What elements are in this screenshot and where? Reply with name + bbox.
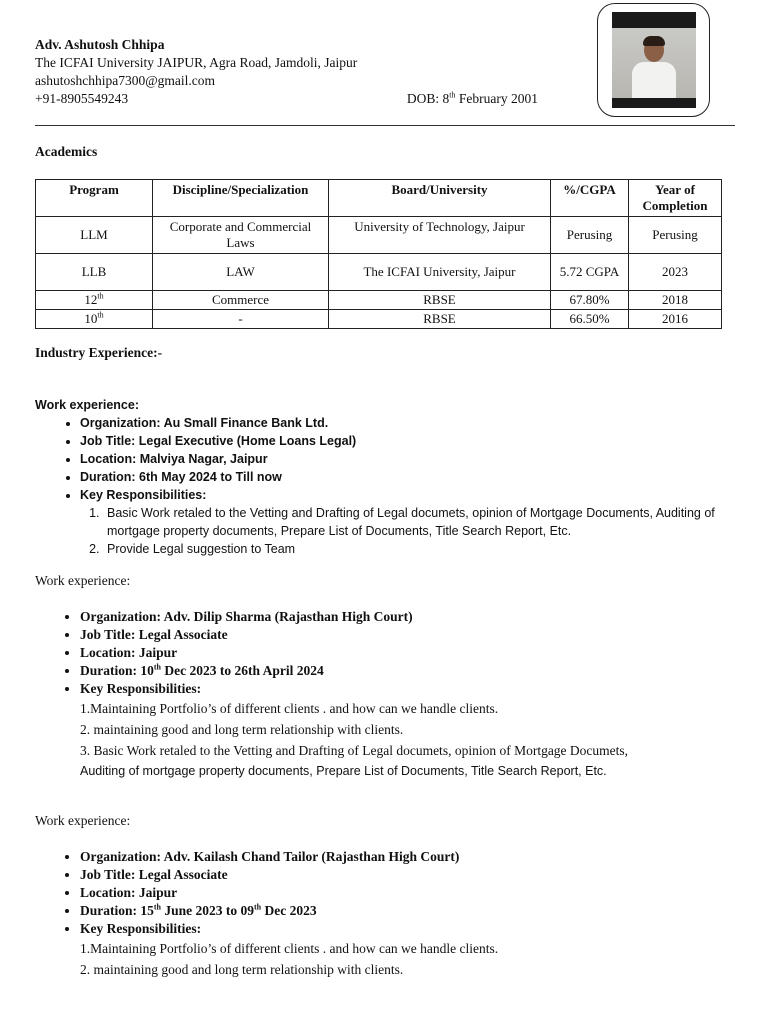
work-experience-1 [35, 396, 745, 558]
table-row [36, 310, 722, 329]
responsibility-item: 2. Provide Legal suggestion to Team [103, 540, 745, 558]
industry-experience-heading: Industry Experience:- [35, 345, 163, 360]
key-responsibilities: • Key Responsibilities: [80, 920, 735, 938]
program-cell: LLB [36, 254, 153, 291]
work-experience-title: Work experience: [35, 813, 131, 828]
organization: • Organization: Adv. Kailash Chand Tailor (Rajasthan High Court) [80, 848, 735, 866]
work-experience-3 [35, 812, 735, 980]
program-cell: LLM [36, 217, 153, 254]
work-experience-title: Work experience: [35, 573, 131, 588]
score-cell: 66.50% [551, 310, 629, 329]
location: • Location: Jaipur [80, 884, 735, 902]
discipline-cell: LAW [153, 254, 329, 291]
board-cell: The ICFAI University, Jaipur [329, 254, 551, 291]
profile-photo-frame [597, 3, 710, 117]
table-header-row [36, 180, 722, 217]
academics-heading: Academics [35, 144, 98, 159]
profile-photo [612, 12, 696, 108]
year-cell: 2016 [629, 310, 722, 329]
job-title: • Job Title: Legal Associate [80, 866, 735, 884]
program-cell: 10th [36, 310, 153, 329]
phone-dob-row [35, 90, 538, 108]
program-cell: 12th [36, 291, 153, 310]
phone: +91-8905549243 [35, 91, 129, 106]
work-details-list [35, 608, 735, 698]
table-row [36, 254, 722, 291]
work-details-list [35, 848, 735, 938]
candidate-name: Adv. Ashutosh Chhipa [35, 37, 165, 52]
responsibility-item: 2. maintaining good and long term relationship with clients. [80, 722, 404, 737]
column-header: Board/University [329, 180, 551, 217]
table-row [36, 291, 722, 310]
responsibility-item: 1. Basic Work retaled to the Vetting and Drafting of Legal documets, opinion of Mortgage Documents, Auditing of mortgage property documents, Prepare List of Documents, Title Search Report, Etc. [103, 504, 745, 540]
location: • Location: Malviya Nagar, Jaipur [80, 450, 745, 468]
discipline-cell: Commerce [153, 291, 329, 310]
board-cell: University of Technology, Jaipur [329, 217, 551, 254]
resume-header [35, 36, 595, 108]
year-cell: 2018 [629, 291, 722, 310]
score-cell: Perusing [551, 217, 629, 254]
organization: • Organization: Au Small Finance Bank Ltd. [80, 414, 745, 432]
work-experience-2 [35, 572, 735, 782]
location: • Location: Jaipur [80, 644, 735, 662]
responsibility-item: 3. Basic Work retaled to the Vetting and Drafting of Legal documets, opinion of Mortgage Documets, [80, 743, 629, 758]
score-cell: 5.72 CGPA [551, 254, 629, 291]
responsibility-item: 1.Maintaining Portfolio’s of different clients . and how can we handle clients. [80, 701, 499, 716]
organization: • Organization: Adv. Dilip Sharma (Rajasthan High Court) [80, 608, 735, 626]
duration: • Duration: 6th May 2024 to Till now [80, 468, 745, 486]
year-cell: Perusing [629, 217, 722, 254]
discipline-cell: - [153, 310, 329, 329]
score-cell: 67.80% [551, 291, 629, 310]
key-responsibilities: • Key Responsibilities: [80, 680, 735, 698]
discipline-cell: Corporate and Commercial Laws [153, 217, 329, 254]
table-row [36, 217, 722, 254]
job-title: • Job Title: Legal Executive (Home Loans Legal) [80, 432, 745, 450]
work-details-list [35, 414, 745, 504]
responsibilities-list [35, 504, 745, 558]
job-title: • Job Title: Legal Associate [80, 626, 735, 644]
responsibility-item: 1.Maintaining Portfolio’s of different clients . and how can we handle clients. [80, 941, 499, 956]
board-cell: RBSE [329, 291, 551, 310]
responsibility-item: 2. maintaining good and long term relationship with clients. [80, 962, 404, 977]
academics-table [35, 179, 722, 329]
key-responsibilities: • Key Responsibilities: [80, 486, 745, 504]
column-header: Discipline/Specialization [153, 180, 329, 217]
year-cell: 2023 [629, 254, 722, 291]
address: The ICFAI University JAIPUR, Agra Road, Jamdoli, Jaipur [35, 55, 358, 70]
column-header: Program [36, 180, 153, 217]
responsibility-item-continued: Auditing of mortgage property documents, Prepare List of Documents, Title Search Report, Etc. [80, 764, 607, 778]
duration: • Duration: 15th June 2023 to 09th Dec 2023 [80, 902, 735, 920]
column-header: %/CGPA [551, 180, 629, 217]
work-experience-title: Work experience: [35, 398, 139, 412]
dob: DOB: 8th February 2001 [406, 90, 538, 106]
duration: • Duration: 10th Dec 2023 to 26th April 2024 [80, 662, 735, 680]
header-divider [35, 125, 735, 126]
board-cell: RBSE [329, 310, 551, 329]
column-header: Year of Completion [629, 180, 722, 217]
email: ashutoshchhipa7300@gmail.com [35, 73, 216, 88]
